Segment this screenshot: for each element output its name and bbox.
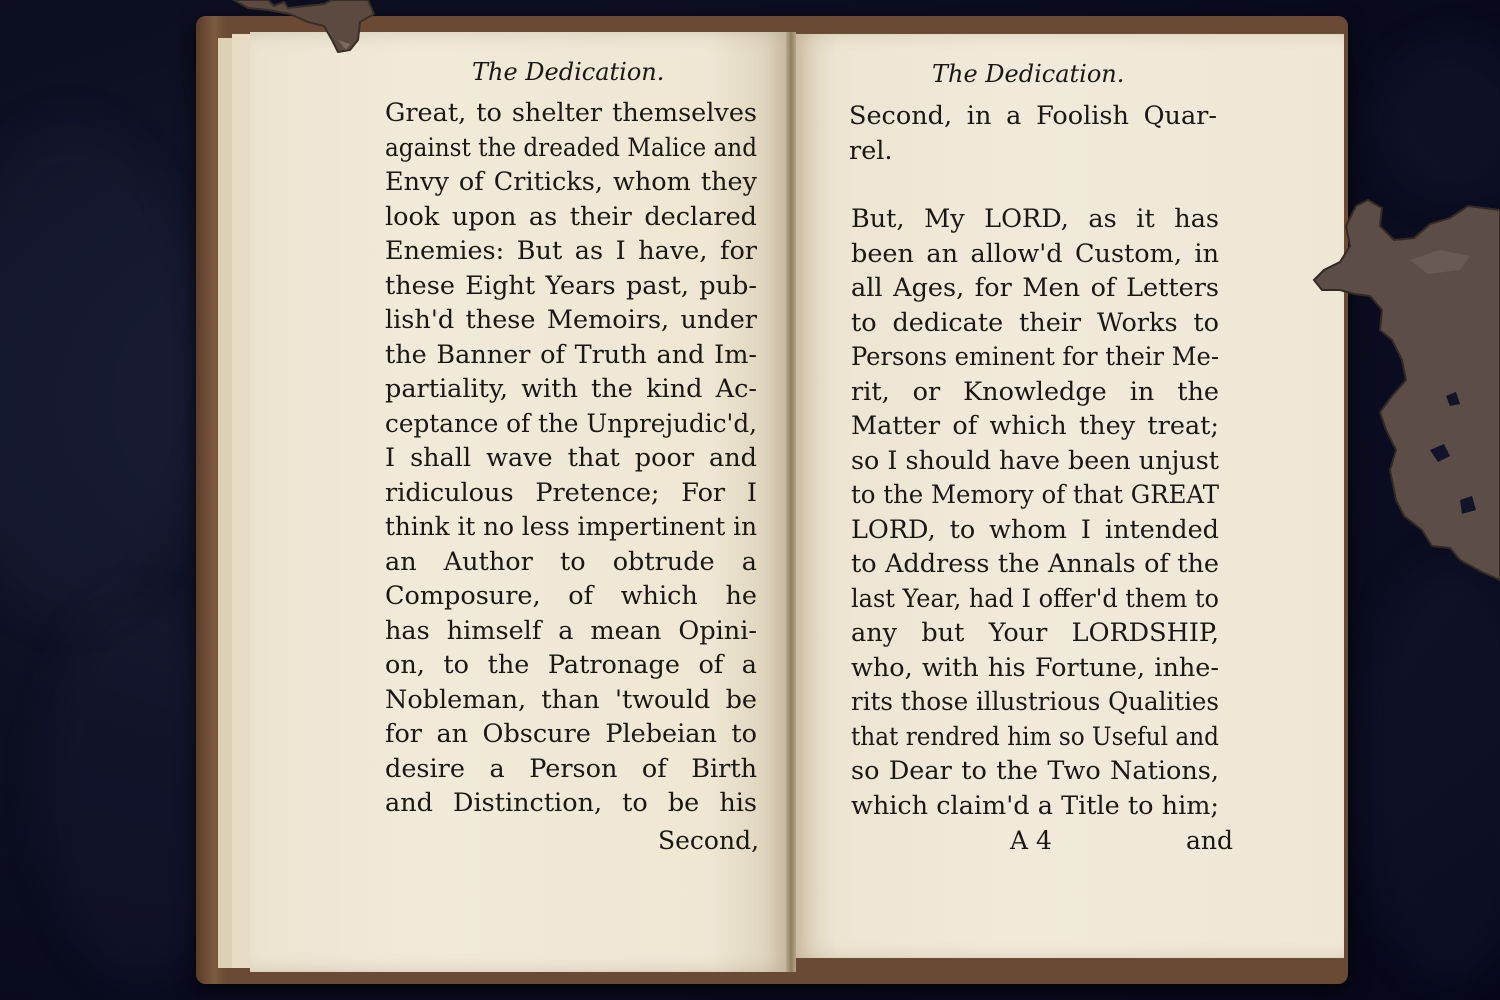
text-line: which claim'd a Title to him; [851,790,1219,821]
text-line: desire a Person of Birth [385,753,757,784]
text-line: Persons eminent for their Me- [851,342,1219,372]
right-catchword: and [1186,826,1234,855]
text-line: Envy of Criticks, whom they [385,167,757,197]
text-line: these Eight Years past, pub- [385,270,757,301]
text-line: that rendred him so Useful and [851,721,1219,752]
text-line: Matter of which they treat; [851,411,1219,441]
text-line: has himself a mean Opini- [385,615,757,646]
text-line: to Address the Annals of the [851,549,1219,579]
text-line: Enemies: But as I have, for [385,236,757,266]
text-line: lish'd these Memoirs, under [385,305,757,335]
text-line: LORD, to whom I intended [851,514,1219,545]
text-line: ceptance of the Unprejudic'd, [385,408,757,439]
text-line: any but Your LORDSHIP, [851,618,1219,648]
top-clasp-icon [228,0,388,56]
text-line: rit, or Knowledge in the [851,376,1219,407]
text-line: so Dear to the Two Nations, [851,756,1219,786]
velvet-fold [1380,40,1500,200]
page-signature: A 4 [1010,826,1052,855]
text-line: But, My LORD, as it has [851,204,1219,234]
velvet-fold [1360,560,1500,980]
text-line: Nobleman, than 'twould be [385,684,757,715]
book-gutter [786,32,796,972]
left-page-text [385,96,757,821]
text-line: and Distinction, to be his [385,788,757,818]
text-line: all Ages, for Men of Letters [851,273,1219,303]
right-clasp-icon [1310,200,1500,580]
text-line: last Year, had I offer'd them to [851,583,1219,614]
text-line: Second, in a Foolish Quar- [849,101,1217,131]
text-line: partiality, with the kind Ac- [385,374,757,404]
text-line: Composure, of which he [385,581,757,611]
text-line: to dedicate their Works to [851,307,1219,338]
left-running-head: The Dedication. [472,58,665,86]
text-line: rits those illustrious Qualities [851,687,1219,717]
text-line: so I should have been unjust [851,445,1219,476]
left-catchword: Second, [658,826,760,855]
text-line: look upon as their declared [385,201,757,232]
right-page-text [851,202,1219,823]
text-line: ridiculous Pretence; For I [385,477,757,508]
text-line: who, with his Fortune, inhe- [851,652,1219,683]
text-line: rel. [849,135,893,166]
text-line: Great, to shelter themselves [385,98,757,128]
text-line: an Author to obtrude a [385,546,757,577]
text-line: against the dreaded Malice and [385,132,757,163]
velvet-fold [0,120,200,620]
text-line: I shall wave that poor and [385,443,757,473]
text-line: been an allow'd Custom, in [851,238,1219,269]
text-line: for an Obscure Plebeian to [385,719,757,749]
text-line: to the Memory of that GREAT [851,480,1219,510]
text-line: on, to the Patronage of a [385,650,757,680]
right-running-head: The Dedication. [932,60,1125,88]
text-line: think it no less impertinent in [385,512,757,542]
text-line: the Banner of Truth and Im- [385,339,757,370]
right-page-text-top [849,99,1217,168]
